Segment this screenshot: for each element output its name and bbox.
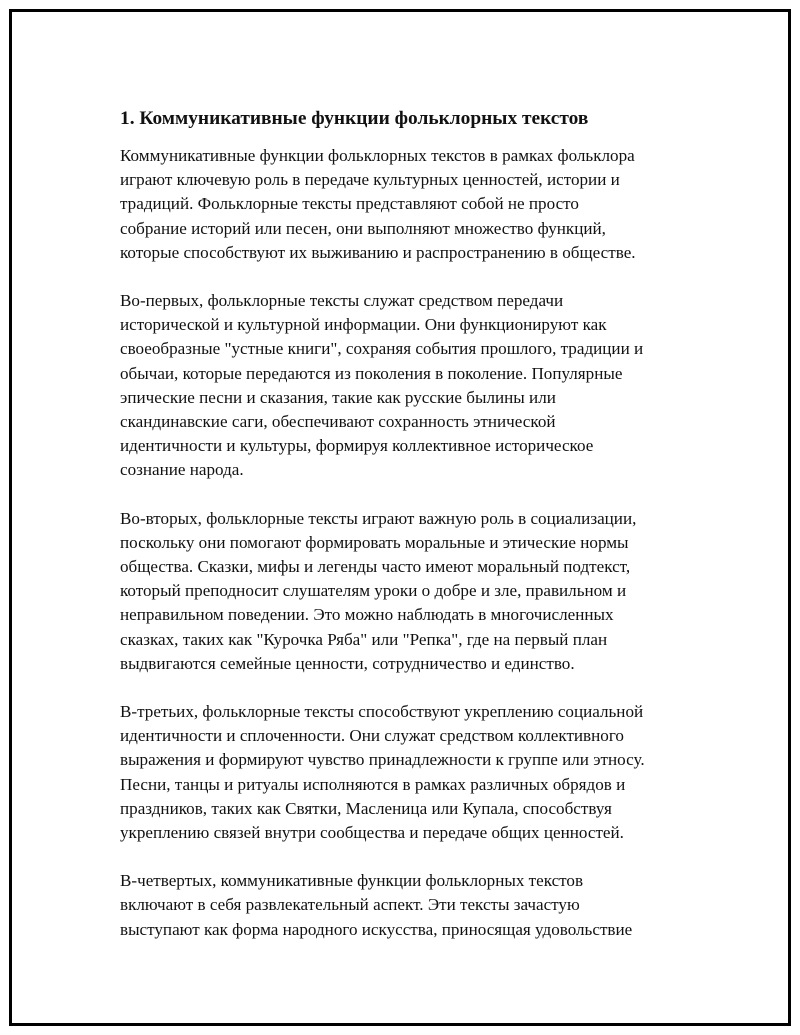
text-line: идентичности и культуры, формируя коллективное историческое <box>120 436 594 456</box>
text-line: обычаи, которые передаются из поколения в поколение. Популярные <box>120 363 623 383</box>
text-line: скандинавские саги, обеспечивают сохранность этнической <box>120 412 556 432</box>
text-line: выступают как форма народного искусства, приносящая удовольствие <box>120 919 633 939</box>
paragraph-fourth <box>120 869 700 942</box>
text-line: укреплению связей внутри сообщества и передаче общих ценностей. <box>120 823 624 843</box>
text-line: праздников, таких как Святки, Масленица или Купала, способствуя <box>120 798 612 818</box>
text-line: идентичности и сплоченности. Они служат средством коллективного <box>120 726 624 746</box>
text-line: В-четвертых, коммуникативные функции фольклорных текстов <box>120 871 584 891</box>
text-line: выражения и формируют чувство принадлежности к группе или этносу. <box>120 750 645 770</box>
text-line: неправильном поведении. Это можно наблюдать в многочисленных <box>120 605 614 625</box>
text-line: традиций. Фольклорные тексты представляют собой не просто <box>120 194 579 214</box>
text-line: Песни, танцы и ритуалы исполняются в рамках различных обрядов и <box>120 774 626 794</box>
text-line: Коммуникативные функции фольклорных текстов в рамках фольклора <box>120 146 635 165</box>
text-line: общества. Сказки, мифы и легенды часто имеют моральный подтекст, <box>120 557 631 577</box>
paragraph-third <box>120 700 700 845</box>
text-line: эпические песни и сказания, такие как русские былины или <box>120 387 556 407</box>
paragraph-second <box>120 507 700 676</box>
text-line: Во-первых, фольклорные тексты служат средством передачи <box>120 291 564 311</box>
text-line: поскольку они помогают формировать моральные и этические нормы <box>120 532 629 552</box>
text-line: выдвигаются семейные ценности, сотрудничество и единство. <box>120 653 575 673</box>
text-line: собрание историй или песен, они выполняют множество функций, <box>120 218 606 238</box>
text-line: сказках, таких как "Курочка Ряба" или "Репка", где на первый план <box>120 629 608 649</box>
text-line: сознание народа. <box>120 460 244 480</box>
paragraph-first <box>120 289 700 483</box>
text-line: исторической и культурной информации. Они функционируют как <box>120 315 607 335</box>
text-line: включают в себя развлекательный аспект. Эти тексты зачастую <box>120 895 580 915</box>
text-line: играют ключевую роль в передаче культурных ценностей, истории и <box>120 170 620 190</box>
text-line: В-третьих, фольклорные тексты способствуют укреплению социальной <box>120 702 644 722</box>
page-border <box>9 9 791 1026</box>
section-heading: 1. Коммуникативные функции фольклорных текстов <box>120 108 589 129</box>
document-body <box>120 106 700 966</box>
text-line: Во-вторых, фольклорные тексты играют важную роль в социализации, <box>120 508 637 528</box>
text-line: которые способствуют их выживанию и распространению в обществе. <box>120 242 636 262</box>
text-line: своеобразные "устные книги", сохраняя события прошлого, традиции и <box>120 339 644 359</box>
text-line: который преподносит слушателям уроки о добре и зле, правильном и <box>120 581 627 601</box>
paragraph-intro <box>120 144 700 265</box>
